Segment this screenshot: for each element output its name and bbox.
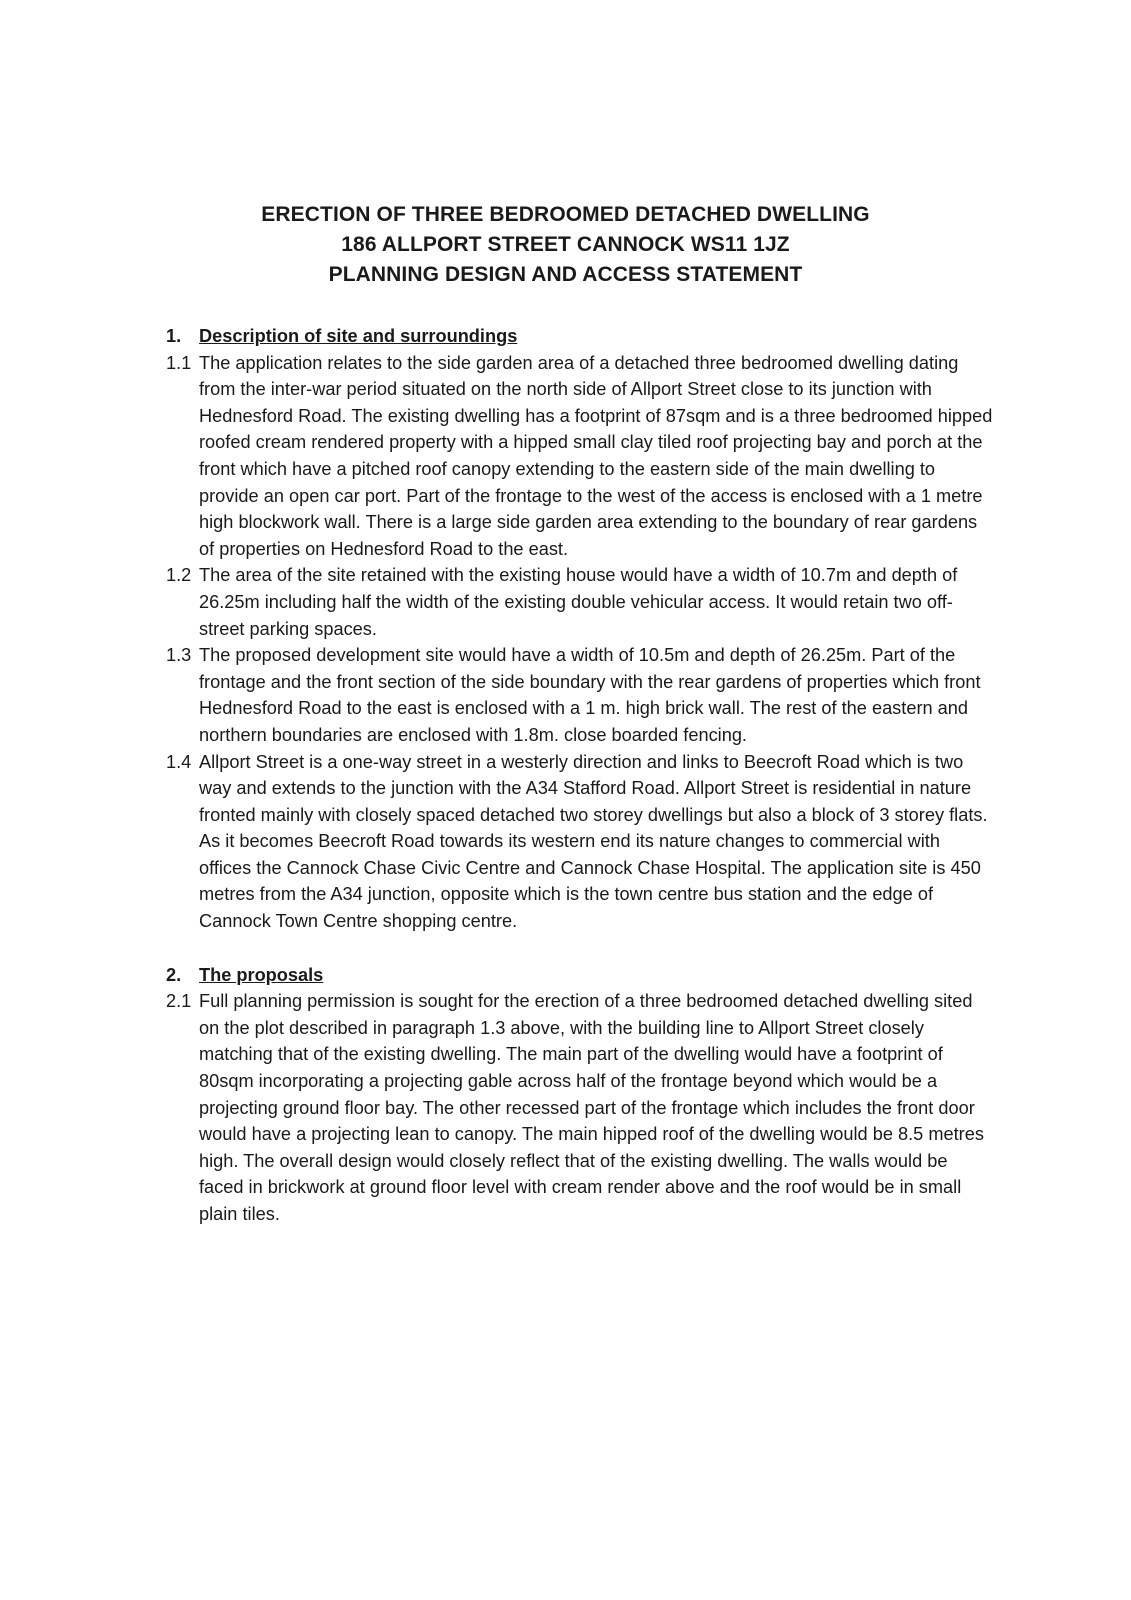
- title-line-2: 186 ALLPORT STREET CANNOCK WS11 1JZ: [341, 233, 790, 256]
- paragraph-number: 1.3: [166, 645, 192, 666]
- paragraph-text: The proposed development site would have a width of 10.5m and depth of 26.25m. Part of the frontage and the front section of the side boundary with the rear gardens of properties which front Hednesford Road to the east is enclosed with a 1 m. high brick wall. The rest of the eastern and northern boundaries are enclosed with 1.8m. close boarded fencing.: [199, 645, 981, 745]
- paragraph-text: Allport Street is a one-way street in a westerly direction and links to Beecroft Road which is two way and extends to the junction with the A34 Stafford Road. Allport Street is residential in nature fronted mainly with closely spaced detached two storey dwellings but also a block of 3 storey flats. As it becomes Beecroft Road towards its western end its nature changes to commercial with offices the Cannock Chase Civic Centre and Cannock Chase Hospital. The application site is 450 metres from the A34 junction, opposite which is the town centre bus station and the edge of Cannock Town Centre shopping centre.: [199, 751, 988, 932]
- title-line-1: ERECTION OF THREE BEDROOMED DETACHED DWELLING: [261, 203, 870, 226]
- section-heading-1: [166, 323, 996, 350]
- paragraph-text: The area of the site retained with the existing house would have a width of 10.7m and depth of 26.25m including half the width of the existing double vehicular access. It would retain two off-street parking spaces.: [199, 565, 958, 639]
- paragraph-2-1: [166, 988, 996, 1227]
- title-line-3: PLANNING DESIGN AND ACCESS STATEMENT: [328, 263, 803, 286]
- section-heading-text: Description of site and surroundings: [199, 326, 518, 346]
- paragraph-text: The application relates to the side garden area of a detached three bedroomed dwelling dating from the inter-war period situated on the north side of Allport Street close to its junction with Hednesford Road. The existing dwelling has a footprint of 87sqm and is a three bedroomed hipped roofed cream rendered property with a hipped small clay tiled roof projecting bay and porch at the front which have a pitched roof canopy extending to the eastern side of the main dwelling to provide an open car port. Part of the frontage to the west of the access is enclosed with a 1 metre high blockwork wall. There is a large side garden area extending to the boundary of rear gardens of properties on Hednesford Road to the east.: [199, 352, 993, 559]
- paragraph-1-3: [166, 642, 996, 748]
- paragraph-number: 1.4: [166, 751, 192, 772]
- section-heading-text: The proposals: [199, 964, 324, 985]
- paragraph-number: 1.2: [166, 565, 192, 586]
- section-number: 1.: [166, 326, 182, 346]
- paragraph-number: 2.1: [166, 991, 192, 1012]
- document-title: [0, 200, 1131, 290]
- paragraph-1-4: [166, 749, 996, 935]
- paragraph-1-1: [166, 350, 996, 563]
- paragraph-number: 1.1: [166, 352, 192, 373]
- paragraph-text: Full planning permission is sought for the erection of a three bedroomed detached dwelling sited on the plot described in paragraph 1.3 above, with the building line to Allport Street closely matching that of the existing dwelling. The main part of the dwelling would have a footprint of 80sqm incorporating a projecting gable across half of the frontage beyond which would be a projecting ground floor bay. The other recessed part of the frontage which includes the front door would have a projecting lean to canopy. The main hipped roof of the dwelling would be 8.5 metres high. The overall design would closely reflect that of the existing dwelling. The walls would be faced in brickwork at ground floor level with cream render above and the roof would be in small plain tiles.: [199, 991, 984, 1224]
- paragraph-1-2: [166, 562, 996, 642]
- section-spacer: [166, 935, 996, 962]
- section-number: 2.: [166, 964, 182, 985]
- section-heading-2: [166, 962, 996, 989]
- document-body: [166, 323, 996, 1228]
